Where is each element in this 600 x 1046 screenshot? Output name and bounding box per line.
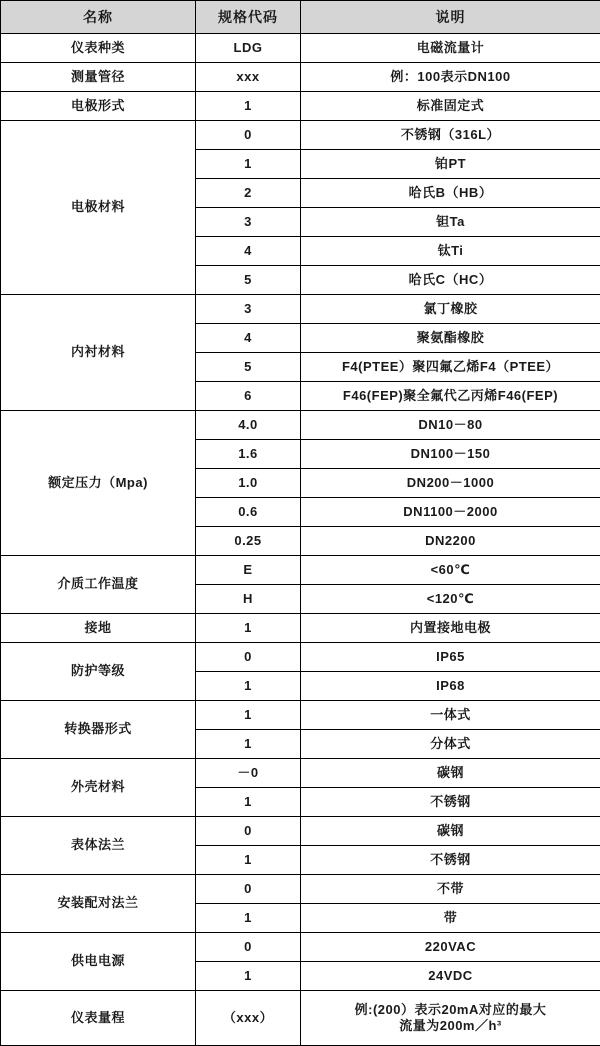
column-header-code: 规格代码 [196,1,301,34]
spec-code-cell: LDG [196,34,301,63]
spec-description-cell: 不锈钢（316L） [301,121,600,150]
spec-code-cell: －0 [196,759,301,788]
table-row [1,614,600,643]
spec-code-cell: 1 [196,701,301,730]
spec-description-cell: DN1100－2000 [301,498,600,527]
table-row [1,411,600,440]
row-group-name: 内衬材料 [1,295,196,411]
spec-description-cell: 钽Ta [301,208,600,237]
table-row [1,701,600,730]
row-group-name: 额定压力（Mpa) [1,411,196,556]
spec-code-cell: 4 [196,237,301,266]
spec-description-cell: 铂PT [301,150,600,179]
table-row [1,817,600,846]
spec-description-cell: 一体式 [301,701,600,730]
spec-code-cell: 1 [196,150,301,179]
spec-code-cell: 1 [196,730,301,759]
spec-description-cell: DN2200 [301,527,600,556]
row-group-name: 表体法兰 [1,817,196,875]
spec-description-cell: 不锈钢 [301,788,600,817]
table-row [1,991,600,1046]
table-header-row [1,1,600,34]
spec-code-cell: 0 [196,817,301,846]
table-row [1,933,600,962]
spec-description-cell: <120℃ [301,585,600,614]
row-group-name: 外壳材料 [1,759,196,817]
spec-code-cell: E [196,556,301,585]
table-row [1,295,600,324]
spec-code-cell: 0 [196,121,301,150]
table-row [1,121,600,150]
spec-description-cell: 24VDC [301,962,600,991]
row-group-name: 电极材料 [1,121,196,295]
table-row [1,34,600,63]
spec-description-cell: 220VAC [301,933,600,962]
spec-description-cell: 碳钢 [301,817,600,846]
spec-description-cell: 电磁流量计 [301,34,600,63]
table-row [1,556,600,585]
spec-code-cell: 3 [196,295,301,324]
spec-code-cell: xxx [196,63,301,92]
row-group-name: 防护等级 [1,643,196,701]
spec-description-cell: 分体式 [301,730,600,759]
table-row [1,643,600,672]
spec-code-cell: 0.6 [196,498,301,527]
spec-code-cell: 0 [196,643,301,672]
spec-code-cell: 0 [196,875,301,904]
spec-code-cell: 5 [196,266,301,295]
column-header-name: 名称 [1,1,196,34]
row-group-name: 接地 [1,614,196,643]
spec-code-cell: 0.25 [196,527,301,556]
spec-description-cell: 标准固定式 [301,92,600,121]
spec-code-cell: 6 [196,382,301,411]
spec-code-cell: 1 [196,788,301,817]
spec-description-cell: 内置接地电极 [301,614,600,643]
row-group-name: 供电电源 [1,933,196,991]
spec-description-cell: 例:(200）表示20mA对应的最大 流量为200m／h³ [301,991,600,1046]
spec-code-cell: H [196,585,301,614]
spec-description-cell: DN10－80 [301,411,600,440]
spec-code-cell: 1 [196,846,301,875]
column-header-description: 说明 [301,1,600,34]
spec-description-cell: 不带 [301,875,600,904]
spec-code-cell: 2 [196,179,301,208]
row-group-name: 介质工作温度 [1,556,196,614]
table-body [1,34,600,1046]
table-row [1,875,600,904]
spec-description-cell: F46(FEP)聚全氟代乙丙烯F46(FEP) [301,382,600,411]
spec-code-cell: 1.0 [196,469,301,498]
spec-description-cell: IP65 [301,643,600,672]
table-row [1,92,600,121]
spec-description-cell: 哈氏B（HB） [301,179,600,208]
spec-description-cell: 哈氏C（HC） [301,266,600,295]
spec-description-cell: DN200－1000 [301,469,600,498]
row-group-name: 电极形式 [1,92,196,121]
spec-description-cell: 钛Ti [301,237,600,266]
spec-description-cell: <60℃ [301,556,600,585]
spec-description-cell: IP68 [301,672,600,701]
spec-description-cell: DN100－150 [301,440,600,469]
row-group-name: 仪表种类 [1,34,196,63]
spec-code-cell: 0 [196,933,301,962]
table-row [1,759,600,788]
spec-description-cell: F4(PTEE）聚四氟乙烯F4（PTEE） [301,353,600,382]
spec-code-cell: 1 [196,904,301,933]
spec-code-cell: 4 [196,324,301,353]
spec-description-cell: 碳钢 [301,759,600,788]
spec-code-cell: 1 [196,614,301,643]
spec-description-cell: 例：100表示DN100 [301,63,600,92]
spec-description-cell: 聚氨酯橡胶 [301,324,600,353]
spec-code-cell: 3 [196,208,301,237]
spec-code-cell: 1.6 [196,440,301,469]
table-header [1,1,600,34]
spec-code-cell: 1 [196,92,301,121]
spec-description-cell: 不锈钢 [301,846,600,875]
spec-code-cell: 5 [196,353,301,382]
row-group-name: 安装配对法兰 [1,875,196,933]
spec-code-cell: 1 [196,672,301,701]
spec-code-cell: 4.0 [196,411,301,440]
row-group-name: 转换器形式 [1,701,196,759]
spec-code-cell: 1 [196,962,301,991]
row-group-name: 测量管径 [1,63,196,92]
row-group-name: 仪表量程 [1,991,196,1046]
spec-description-cell: 氯丁橡胶 [301,295,600,324]
spec-code-cell: （xxx） [196,991,301,1046]
spec-description-cell: 带 [301,904,600,933]
table-row [1,63,600,92]
